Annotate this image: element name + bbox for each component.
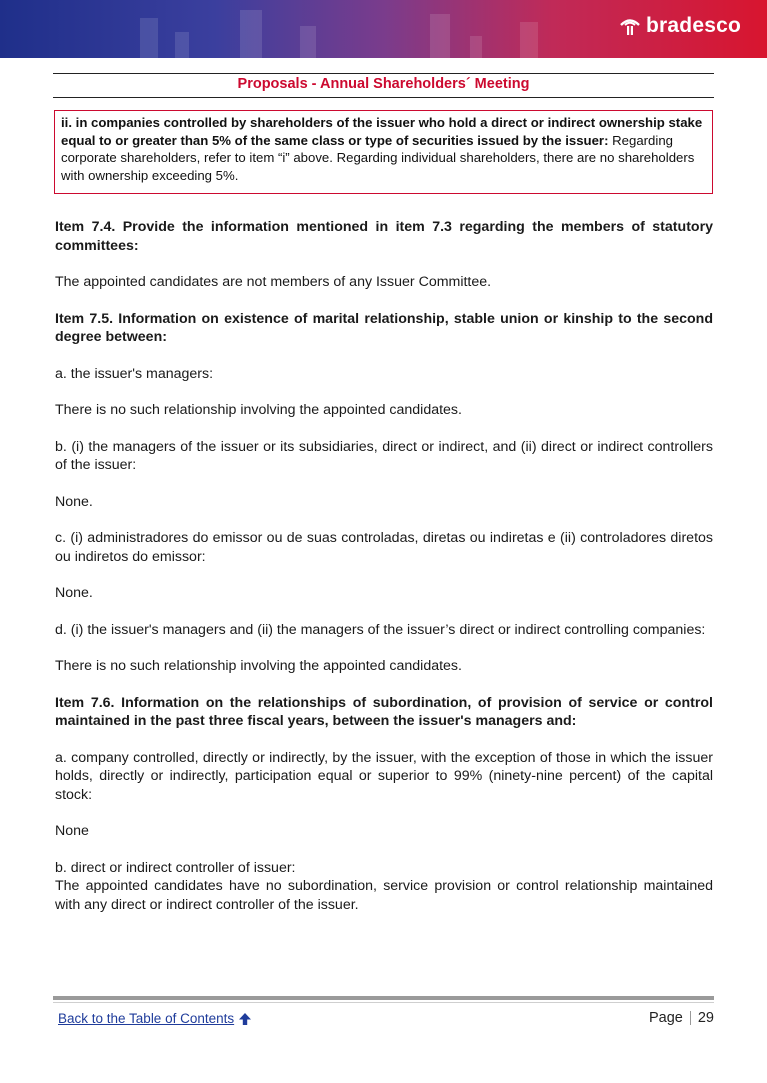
item-7-4-heading: Item 7.4. Provide the information mentioned in item 7.3 regarding the members of statutory committees: [55, 219, 713, 254]
brand-name: bradesco [646, 14, 741, 37]
box-text: Regarding corporate shareholders, refer to item “i” above. Regarding individual shareholders, there are no shareholders with ownership exceeding 5%. [61, 132, 695, 183]
item-7-5-b: b. (i) the managers of the issuer or its subsidiaries, direct or indirect, and (ii) direct or indirect controllers of the issuer: [55, 438, 713, 473]
item-7-5-b-answer: None. [55, 493, 93, 510]
page-label: Page [648, 1010, 683, 1026]
item-7-6-heading: Item 7.6. Information on the relationships of subordination, of provision of service or control maintained in the past three fiscal years, between the issuer's managers and: [55, 694, 713, 729]
back-to-toc-link[interactable] [58, 1011, 252, 1026]
banner-decoration [520, 22, 538, 58]
header-divider [53, 97, 714, 98]
banner-decoration [175, 32, 189, 58]
box-bold-text: ii. in companies controlled by shareholders of the issuer who hold a direct or indirect ownership stake equal to or greater than 5% of the same class or type of securities issued by the issuer: [61, 115, 703, 148]
item-7-5-d: d. (i) the issuer's managers and (ii) the managers of the issuer’s direct or indirect controlling companies: [55, 621, 706, 638]
banner-decoration [430, 14, 450, 58]
item-7-5-c: c. (i) administradores do emissor ou de suas controladas, diretas ou indiretas e (ii) controladores diretos ou indiretos do emissor: [55, 530, 713, 565]
arrow-up-icon [238, 1012, 252, 1026]
item-7-5-a-answer: There is no such relationship involving the appointed candidates. [55, 402, 462, 418]
item-7-6-b-answer: The appointed candidates have no subordination, service provision or control relationship maintained with any direct or indirect controller of the issuer. [55, 878, 713, 913]
banner-decoration [140, 18, 158, 58]
page-number: 29 [697, 1010, 714, 1026]
banner-decoration [300, 26, 316, 58]
highlight-box [54, 110, 713, 194]
item-7-4-text: The appointed candidates are not members of any Issuer Committee. [55, 274, 492, 290]
header-divider [53, 73, 714, 74]
document-body [55, 218, 713, 914]
page-separator [690, 1011, 691, 1025]
page-indicator [649, 1010, 714, 1026]
bradesco-logo [618, 14, 741, 38]
header-banner [0, 0, 767, 58]
item-7-5-d-answer: There is no such relationship involving the appointed candidates. [55, 658, 462, 674]
footer-divider [53, 996, 714, 1000]
item-7-5-heading: Item 7.5. Information on existence of marital relationship, stable union or kinship to the second degree between: [55, 310, 713, 345]
item-7-5-c-answer: None. [55, 585, 93, 601]
banner-decoration [240, 10, 262, 58]
banner-decoration [470, 36, 482, 58]
footer-divider [53, 1002, 714, 1003]
item-7-6-a-answer: None [55, 823, 89, 839]
item-7-6-b: b. direct or indirect controller of issuer: [55, 859, 296, 876]
page-title: Proposals - Annual Shareholders´ Meeting [237, 76, 530, 92]
item-7-6-a: a. company controlled, directly or indirectly, by the issuer, with the exception of those in which the issuer holds, directly or indirectly, participation equal or superior to 99% (ninety-nine percent) of the capital stock: [55, 749, 713, 803]
back-to-toc-label: Back to the Table of Contents [58, 1011, 235, 1026]
item-7-5-a: a. the issuer's managers: [55, 365, 214, 382]
bradesco-tree-icon [618, 14, 642, 38]
